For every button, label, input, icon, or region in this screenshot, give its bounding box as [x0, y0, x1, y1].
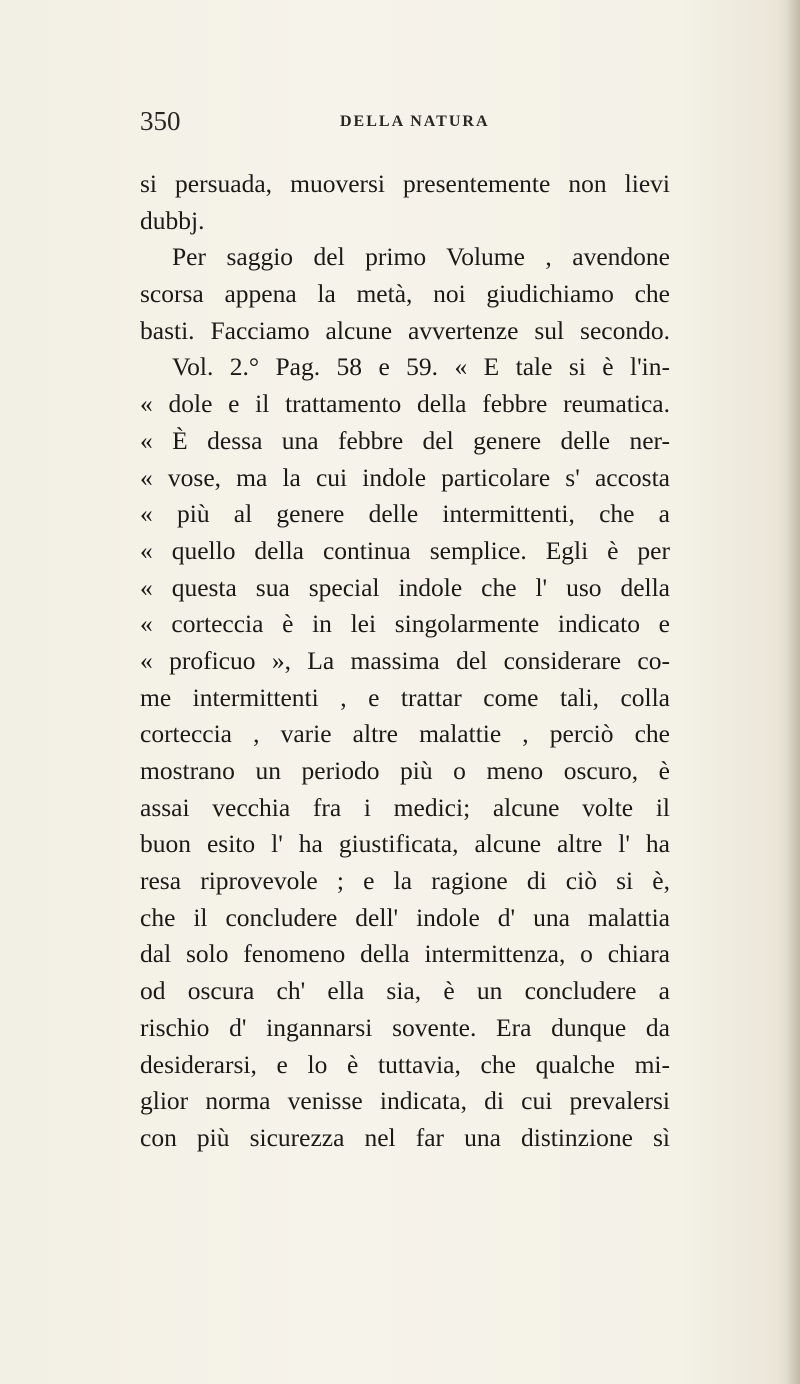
text-line: dal solo fenomeno della intermittenza, o chiara: [140, 939, 670, 969]
running-head: DELLA NATURA: [340, 113, 490, 130]
text-line: « È dessa una febbre del genere delle ner-: [140, 425, 670, 455]
text-line: od oscura ch' ella sia, è un concludere a: [140, 976, 670, 1006]
text-line: mostrano un periodo più o meno oscuro, è: [140, 756, 670, 785]
text-line: si persuada, muoversi presentemente non lievi: [140, 169, 670, 198]
text-line: rischio d' ingannarsi sovente. Era dunque da: [140, 1012, 670, 1042]
text-line: con più sicurezza nel far una distinzione sì: [140, 1122, 670, 1152]
text-line: Per saggio del primo Volume , avendone: [172, 242, 670, 272]
text-line: corteccia , varie altre malattie , perciò che: [140, 719, 670, 749]
text-line: Vol. 2.° Pag. 58 e 59. « E tale si è l'in-: [172, 352, 670, 382]
page-edge-shadow: [786, 0, 800, 1384]
text-line: desiderarsi, e lo è tuttavia, che qualche mi-: [140, 1049, 670, 1079]
text-line: « questa sua special indole che l' uso della: [140, 572, 670, 602]
text-line: me intermittenti , e trattar come tali, colla: [140, 682, 670, 712]
body-text: [140, 166, 670, 1157]
text-line: « quello della continua semplice. Egli è per: [140, 535, 670, 565]
text-line: scorsa appena la metà, noi giudichiamo che: [140, 279, 670, 309]
text-line: resa riprovevole ; e la ragione di ciò si è,: [140, 866, 670, 896]
text-line: dubbj.: [140, 205, 205, 235]
text-line: « proficuo », La massima del considerare co-: [140, 645, 670, 675]
text-line: « più al genere delle intermittenti, che a: [140, 499, 670, 529]
text-line: glior norma venisse indicata, di cui prevalersi: [140, 1086, 670, 1116]
text-line: assai vecchia fra i medici; alcune volte il: [140, 792, 670, 822]
text-line: « dole e il trattamento della febbre reumatica.: [140, 389, 670, 419]
text-line: basti. Facciamo alcune avvertenze sul secondo.: [140, 315, 670, 345]
page-header: [140, 106, 660, 146]
text-line: che il concludere dell' indole d' una malattia: [140, 902, 670, 932]
text-line: « corteccia è in lei singolarmente indicato e: [140, 609, 670, 639]
text-line: buon esito l' ha giustificata, alcune altre l' ha: [140, 829, 670, 859]
page-number: 350: [140, 106, 181, 136]
text-line: « vose, ma la cui indole particolare s' accosta: [140, 462, 670, 492]
